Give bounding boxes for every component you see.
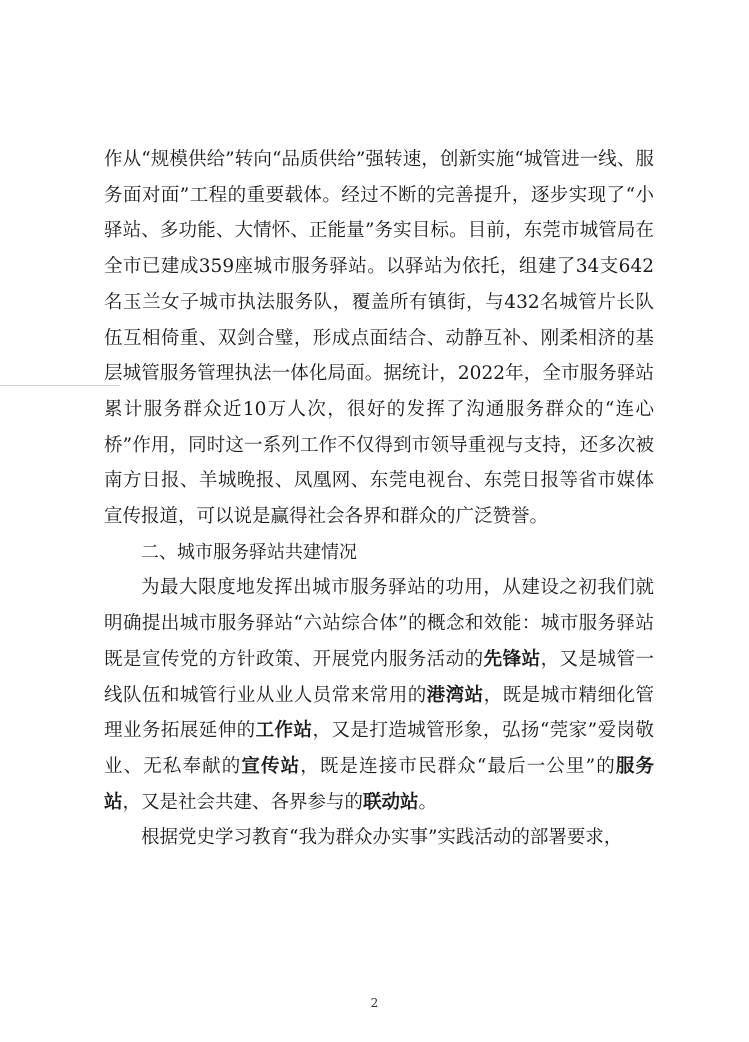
document-body <box>104 142 654 856</box>
paragraph-2-text: ，既是城市精细化管理业务拓展延伸的 <box>104 684 654 742</box>
paragraph-2-text: 。 <box>418 791 438 813</box>
paragraph-2-text: ，又是社会共建、各界参与的 <box>122 791 364 813</box>
paragraph-3: 根据党史学习教育“我为群众办实事”实践活动的部署要求， <box>141 827 623 849</box>
bold-term-work-station: 工作站 <box>255 720 313 742</box>
paragraph-1: 作从“规模供给”转向“品质供给”强转速，创新实施“城管进一线、服务面对面”工程的重要载体。经过不断的完善提升，逐步实现了“小驿站、多功能、大情怀、正能量”务实目标。目前，东莞市城管局在全市已建成359座城市服务驿站。以驿站为依托，组建了34支642名玉兰女子城市执法服务队，覆盖所有镇街，与432名城管片长队伍互相倚重、双剑合璧，形成点面结合、动静互补、刚柔相济的基层城管服务管理执法一体化局面。据统计，2022年，全市服务驿站累计服务群众近10万人次，很好的发挥了沟通服务群众的“连心桥”作用，同时这一系列工作不仅得到市领导重视与支持，还多次被南方日报、羊城晚报、凤凰网、东莞电视台、东莞日报等省市媒体宣传报道，可以说是赢得社会各界和群众的广泛赞誉。 <box>104 149 654 528</box>
bold-term-service-station: 服务站 <box>104 755 654 813</box>
bold-term-harbor-station: 港湾站 <box>426 684 484 706</box>
section-heading: 二、城市服务驿站共建情况 <box>141 541 357 563</box>
paragraph-2-text: 为最大限度地发挥出城市服务驿站的功用，从建设之初我们就明确提出城市服务驿站“六站综合体”的概念和效能：城市服务驿站既是宣传党的方针政策、开展党内服务活动的 <box>104 577 654 670</box>
paragraph-2-text: ，既是连接市民群众“最后一公里”的 <box>300 755 616 777</box>
bold-term-pioneer-station: 先锋站 <box>483 648 541 670</box>
paragraph-2-text: ，又是打造城管形象，弘扬“莞家”爱岗敬业、无私奉献的 <box>104 720 654 777</box>
paragraph-2 <box>104 570 654 820</box>
bold-term-linkage-station: 联动站 <box>363 791 419 813</box>
scan-artifact-line <box>0 385 120 386</box>
page-number: 2 <box>370 996 379 1010</box>
bold-term-publicity-station: 宣传站 <box>241 755 301 777</box>
paragraph-2-text: ，又是城管一线队伍和城管行业从业人员常来常用的 <box>104 648 654 706</box>
